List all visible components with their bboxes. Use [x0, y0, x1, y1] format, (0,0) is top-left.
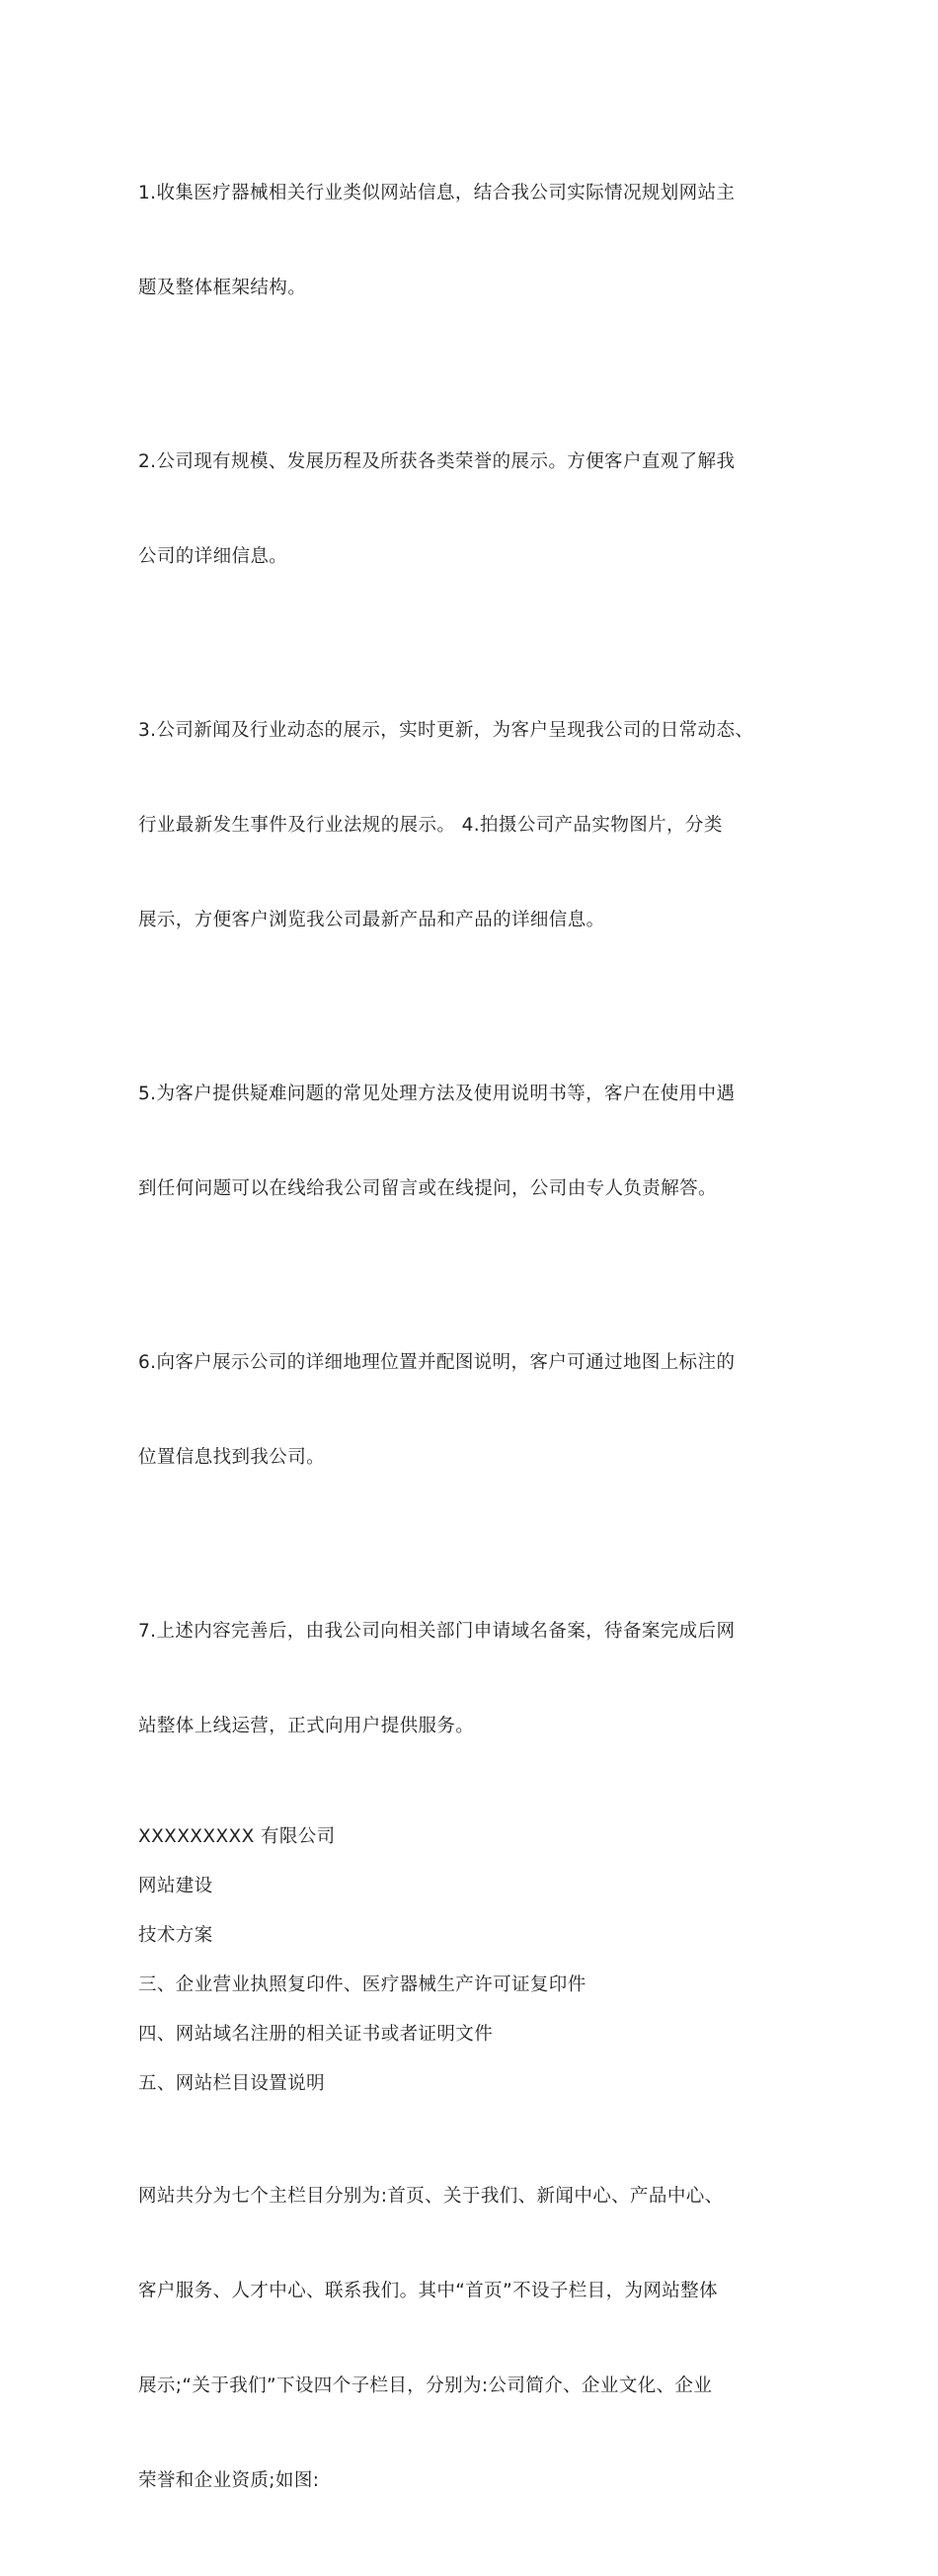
paragraph-item-3 [138, 652, 810, 1000]
paragraph-item-7 [138, 1553, 810, 1806]
paragraph-line: 到任何问题可以在线给我公司留言或在线提问，公司由专人负责解答。 [138, 1178, 717, 1199]
paragraph-line: 位置信息找到我公司。 [138, 1447, 326, 1468]
paragraph-line: 网站共分为七个主栏目分别为:首页、关于我们、新闻中心、产品中心、 [138, 2186, 724, 2207]
section-heading-3: 三、企业营业执照复印件、医疗器械生产许可证复印件 [138, 1974, 586, 1995]
paragraph-line: 5.为客户提供疑难问题的常见处理方法及使用说明书等，客户在使用中遇 [138, 1084, 736, 1104]
section-heading-4: 四、网站域名注册的相关证书或者证明文件 [138, 2024, 494, 2045]
paragraph-line: 1.收集医疗器械相关行业类似网站信息，结合我公司实际情况规划网站主 [138, 183, 736, 203]
final-paragraph [138, 2118, 810, 2560]
paragraph-line: 展示;“关于我们”下设四个子栏目，分别为:公司简介、企业文化、企业 [138, 2375, 713, 2396]
section-heading-5: 五、网站栏目设置说明 [138, 2073, 326, 2094]
paragraph-line: 6.向客户展示公司的详细地理位置并配图说明，客户可通过地图上标注的 [138, 1352, 736, 1373]
paragraph-line: 题及整体框架结构。 [138, 278, 307, 298]
paragraph-line: 7.上述内容完善后，由我公司向相关部门申请域名备案，待备案完成后网 [138, 1621, 736, 1642]
paragraph-line: 行业最新发生事件及行业法规的展示。 4.拍摄公司产品实物图片，分类 [138, 815, 723, 836]
paragraph-item-2 [138, 383, 810, 636]
paragraph-line: 3.公司新闻及行业动态的展示，实时更新，为客户呈现我公司的日常动态、 [138, 720, 754, 741]
heading-site-building: 网站建设 [138, 1876, 213, 1896]
paragraph-line: 客户服务、人才中心、联系我们。其中“首页”不设子栏目，为网站整体 [138, 2281, 718, 2301]
paragraph-line: 展示，方便客户浏览我公司最新产品和产品的详细信息。 [138, 910, 605, 930]
paragraph-item-1 [138, 115, 810, 367]
paragraph-item-5 [138, 1015, 810, 1268]
paragraph-line: 荣誉和企业资质;如图: [138, 2470, 320, 2491]
paragraph-line: 公司的详细信息。 [138, 546, 288, 567]
paragraph-item-6 [138, 1284, 810, 1537]
paragraph-line: 2.公司现有规模、发展历程及所获各类荣誉的展示。方便客户直观了解我 [138, 451, 736, 472]
document-body [138, 115, 810, 2576]
heading-tech-plan: 技术方案 [138, 1925, 213, 1946]
paragraph-line: 站整体上线运营，正式向用户提供服务。 [138, 1716, 475, 1736]
company-name: XXXXXXXXX 有限公司 [138, 1826, 336, 1847]
